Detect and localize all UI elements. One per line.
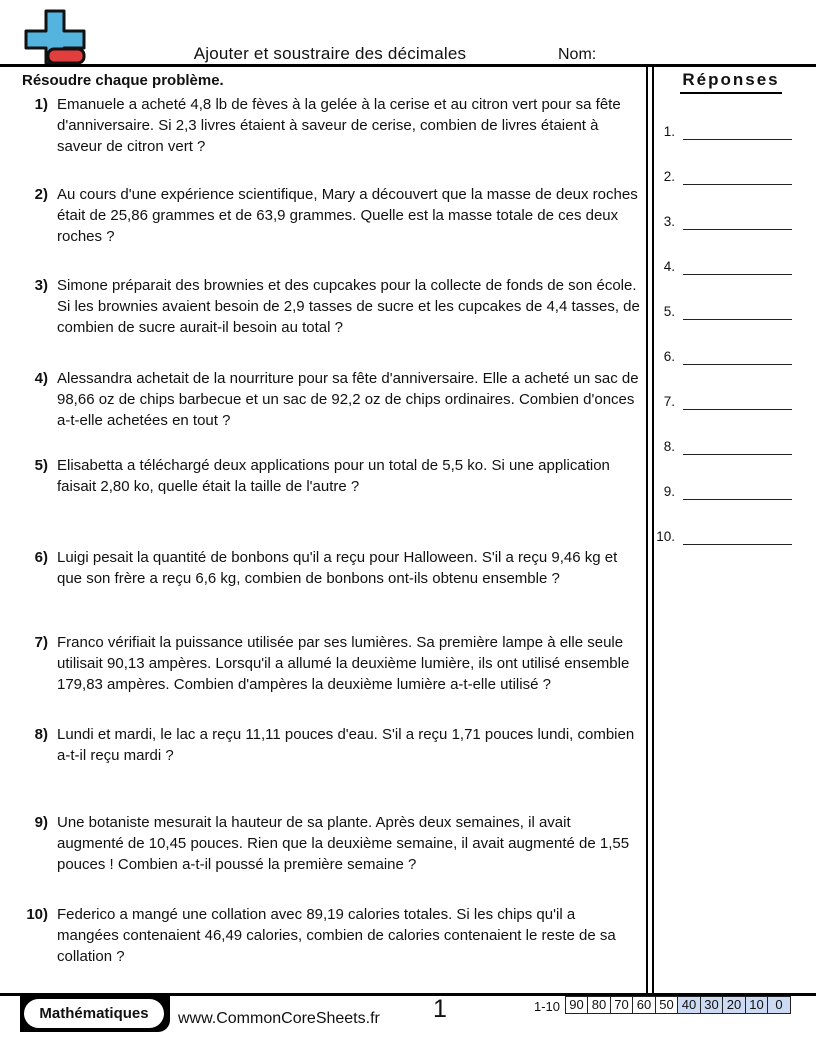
instruction-text: Résoudre chaque problème. — [22, 72, 224, 89]
answer-blank-7[interactable] — [683, 393, 792, 410]
answer-number: 10. — [656, 529, 675, 544]
problem-number: 6) — [34, 549, 48, 566]
website-url: www.CommonCoreSheets.fr — [178, 1010, 380, 1027]
score-cell: 80 — [587, 996, 611, 1014]
answer-row-10 — [655, 527, 792, 545]
answer-row-7 — [655, 392, 792, 410]
answer-number: 5. — [663, 304, 675, 319]
problem-text: Emanuele a acheté 4,8 lb de fèves à la gelée à la cerise et au citron vert pour sa fête d'anniversaire. Si 2,3 livres étaient à saveur de cerise, combien de livres étaient à saveur de citron vert ? — [57, 96, 621, 155]
answer-number: 2. — [663, 169, 675, 184]
answer-row-1 — [655, 122, 792, 140]
problem-text: Alessandra achetait de la nourriture pour sa fête d'anniversaire. Elle a acheté un sac de 98,66 oz de chips barbecue et un sac de 92,2 oz de chips ordinaires. Combien d'onces a-t-elle achetées en tout ? — [57, 370, 639, 429]
problem-number: 3) — [34, 277, 48, 294]
problem-9 — [22, 812, 648, 875]
name-label: Nom: — [558, 46, 597, 63]
score-cell: 30 — [700, 996, 724, 1014]
problem-7 — [22, 632, 648, 695]
answer-row-3 — [655, 212, 792, 230]
answer-blank-2[interactable] — [683, 168, 792, 185]
problem-text: Elisabetta a téléchargé deux applications pour un total de 5,5 ko. Si une application faisait 2,80 ko, quelle était la taille de l'autre ? — [57, 457, 610, 495]
answer-row-5 — [655, 302, 792, 320]
problem-number: 1) — [34, 96, 48, 113]
problem-6 — [22, 547, 648, 589]
header-rule — [0, 64, 816, 67]
answer-blank-9[interactable] — [683, 483, 792, 500]
problem-number: 4) — [34, 370, 48, 387]
score-cell: 90 — [565, 996, 589, 1014]
brand-badge — [20, 996, 170, 1032]
answer-blank-10[interactable] — [683, 528, 792, 545]
answer-number: 3. — [663, 214, 675, 229]
problem-number: 7) — [34, 634, 48, 651]
problem-text: Simone préparait des brownies et des cupcakes pour la collecte de fonds de son école. Si les brownies avaient besoin de 2,9 tasses de sucre et les cupcakes de 4,4 tasses, de combien de sucre aurait-il besoin au total ? — [57, 277, 640, 336]
answer-number: 9. — [663, 484, 675, 499]
plus-minus-icon — [22, 5, 88, 67]
answer-number: 7. — [663, 394, 675, 409]
problem-1 — [22, 94, 648, 157]
problem-text: Au cours d'une expérience scientifique, Mary a découvert que la masse de deux roches était de 25,86 grammes et de 63,9 grammes. Quelle est la masse totale de ces deux roches ? — [57, 186, 638, 245]
score-range-label: 1-10 — [533, 999, 560, 1014]
score-cell: 60 — [632, 996, 656, 1014]
score-cell: 70 — [610, 996, 634, 1014]
problem-2 — [22, 184, 648, 247]
problem-number: 5) — [34, 457, 48, 474]
problem-text: Federico a mangé une collation avec 89,19 calories totales. Si les chips qu'il a mangées contenaient 46,49 calories, combien de calories contenaient le reste de sa collation ? — [57, 906, 616, 965]
answer-number: 1. — [663, 124, 675, 139]
answer-blank-3[interactable] — [683, 213, 792, 230]
page-number: 1 — [433, 995, 447, 1023]
answer-number: 8. — [663, 439, 675, 454]
score-cell: 0 — [767, 996, 791, 1014]
answer-blank-8[interactable] — [683, 438, 792, 455]
answer-blank-4[interactable] — [683, 258, 792, 275]
answer-blank-6[interactable] — [683, 348, 792, 365]
problem-number: 2) — [34, 186, 48, 203]
plus-minus-logo — [22, 5, 88, 67]
answer-row-6 — [655, 347, 792, 365]
problem-number: 10) — [26, 906, 48, 923]
answer-row-4 — [655, 257, 792, 275]
problem-text: Lundi et mardi, le lac a reçu 11,11 pouces d'eau. S'il a reçu 1,71 pouces lundi, combien a-t-il reçu mardi ? — [57, 726, 635, 764]
score-cell: 40 — [677, 996, 701, 1014]
problem-8 — [22, 724, 648, 766]
problem-5 — [22, 455, 648, 497]
answers-heading: Réponses — [656, 70, 806, 94]
problem-number: 9) — [34, 814, 48, 831]
score-cell: 10 — [745, 996, 769, 1014]
answer-number: 4. — [663, 259, 675, 274]
answer-row-2 — [655, 167, 792, 185]
answer-blank-5[interactable] — [683, 303, 792, 320]
problem-3 — [22, 275, 648, 338]
problem-text: Luigi pesait la quantité de bonbons qu'il a reçu pour Halloween. S'il a reçu 9,46 kg et que son frère a reçu 6,6 kg, combien de bonbons ont-ils obtenu ensemble ? — [57, 549, 618, 587]
problem-number: 8) — [34, 726, 48, 743]
answer-row-9 — [655, 482, 792, 500]
page-title: Ajouter et soustraire des décimales — [193, 44, 467, 63]
answer-number: 6. — [663, 349, 675, 364]
answer-row-8 — [655, 437, 792, 455]
answer-blank-1[interactable] — [683, 123, 792, 140]
problem-10 — [22, 904, 648, 967]
brand-label: Mathématiques — [24, 999, 164, 1028]
score-table — [566, 996, 791, 1014]
problem-text: Une botaniste mesurait la hauteur de sa plante. Après deux semaines, il avait augmenté de 10,45 pouces. Rien que la deuxième semaine, il avait augmenté de 1,55 pouces ! Combien a-t-il poussé la première semaine ? — [57, 814, 630, 873]
score-cell: 50 — [655, 996, 679, 1014]
problem-text: Franco vérifiait la puissance utilisée par ses lumières. Sa première lampe à elle seule utilisait 90,13 ampères. Lorsqu'il a allumé la deuxième lumière, ils ont utilisé ensemble 179,83 ampères. Combien d'ampères la deuxième lumière a-t-elle utilisé ? — [57, 634, 630, 693]
score-cell: 20 — [722, 996, 746, 1014]
problem-4 — [22, 368, 648, 431]
